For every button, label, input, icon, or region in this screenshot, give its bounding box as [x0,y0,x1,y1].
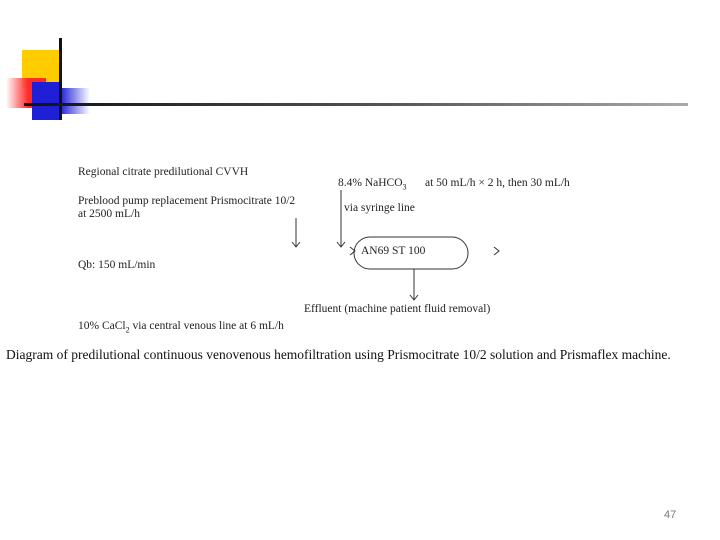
effluent-label: Effluent (machine patient fluid removal) [304,303,491,315]
figure-caption: Diagram of predilutional continuous venovenous hemofiltration using Prismocitrate 10/2 solution and Prismaflex machine. [6,347,671,362]
filter-cartridge [354,237,468,269]
filter-label: AN69 ST 100 [361,245,426,257]
filter-outlet-chevron [494,247,499,255]
syringe-line-label: via syringe line [344,202,415,214]
page-number: 47 [664,509,677,521]
bicarbonate-rate: at 50 mL/h × 2 h, then 30 mL/h [425,177,570,189]
replacement-fluid-rate: at 2500 mL/h [78,208,140,220]
blood-flow-label: Qb: 150 mL/min [78,259,156,271]
replacement-fluid-label: Preblood pump replacement Prismocitrate 10/2 [78,195,296,207]
diagram-title: Regional citrate predilutional CVVH [78,166,249,178]
bicarbonate-label: 8.4% NaHCO$_3$ [338,177,407,192]
calcium-chloride-label: 10% CaCl$_2$ via central venous line at 6 mL/h [78,320,284,335]
